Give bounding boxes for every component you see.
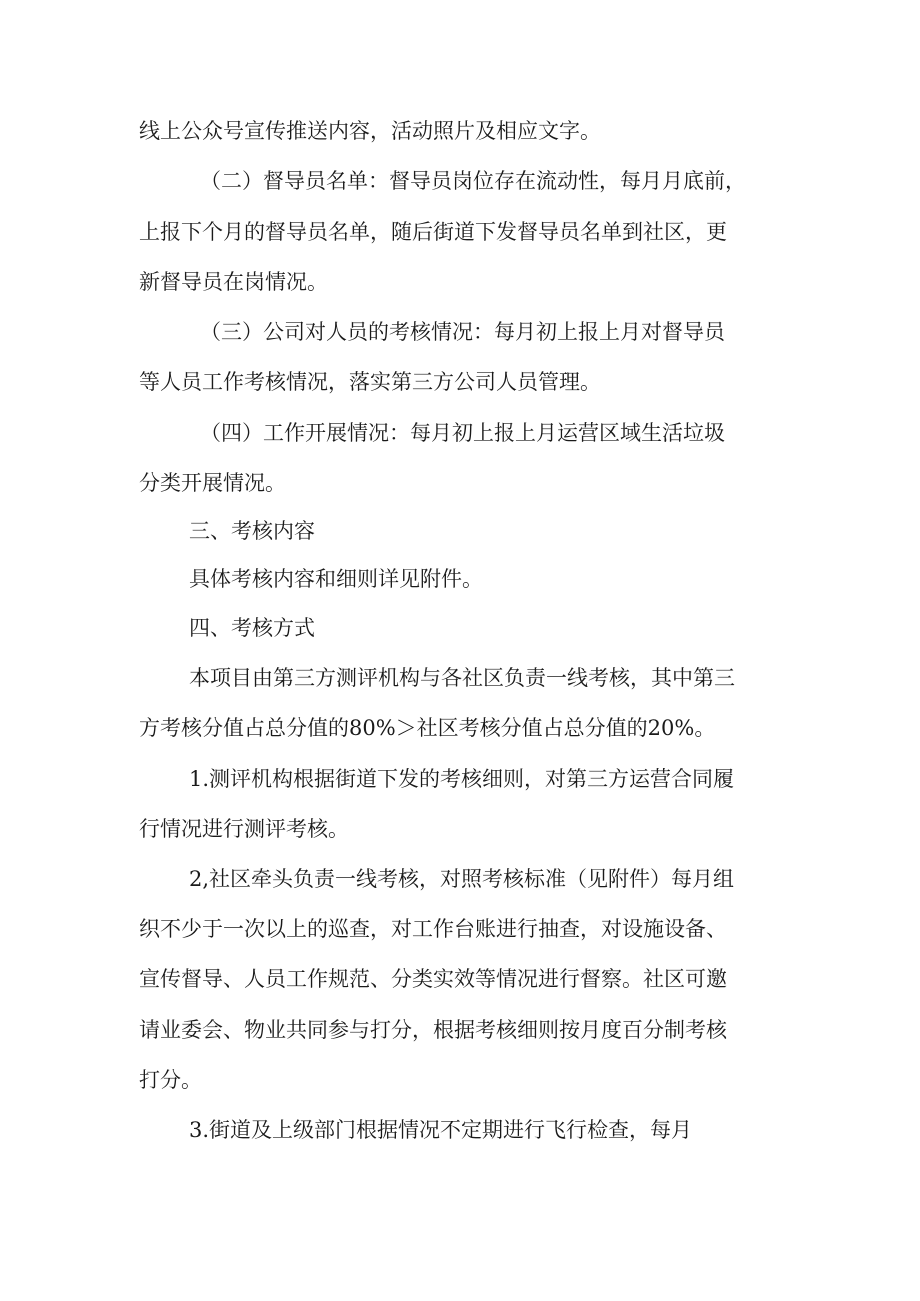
text-line-13: 方考核分值占总分值的80%＞社区考核分值占总分值的20%。	[139, 716, 716, 740]
section-heading-4: 四、考核方式	[189, 616, 315, 640]
text-line-16: 2,社区牵头负责一线考核，对照考核标准（见附件）每月组	[189, 867, 735, 891]
text-line-17: 织不少于一次以上的巡查，对工作台账进行抽查，对设施设备、	[139, 917, 727, 941]
text-line-5: （三）公司对人员的考核情况：每月初上报上月对督导员	[200, 320, 725, 344]
section-heading-3: 三、考核内容	[189, 519, 315, 543]
text-line-21: 3.街道及上级部门根据情况不定期进行飞行检查，每月	[189, 1118, 693, 1142]
text-line-15: 行情况进行测评考核。	[139, 817, 349, 841]
text-line-2: （二）督导员名单：督导员岗位存在流动性，每月月底前，	[200, 169, 746, 193]
text-line-18: 宣传督导、人员工作规范、分类实效等情况进行督察。社区可邀	[139, 967, 727, 991]
text-line-10: 具体考核内容和细则详见附件。	[189, 567, 483, 591]
text-line-1: 线上公众号宣传推送内容，活动照片及相应文字。	[139, 119, 601, 143]
text-line-20: 打分。	[139, 1068, 202, 1092]
text-line-8: 分类开展情况。	[139, 471, 286, 495]
text-line-12: 本项目由第三方测评机构与各社区负责一线考核，其中第三	[189, 666, 735, 690]
text-line-14: 1.测评机构根据街道下发的考核细则，对第三方运营合同履	[189, 767, 735, 791]
text-line-7: （四）工作开展情况：每月初上报上月运营区域生活垃圾	[200, 421, 725, 445]
text-line-3: 上报下个月的督导员名单，随后街道下发督导员名单到社区，更	[139, 220, 727, 244]
text-line-6: 等人员工作考核情况，落实第三方公司人员管理。	[139, 370, 601, 394]
text-line-19: 请业委会、物业共同参与打分，根据考核细则按月度百分制考核	[139, 1018, 727, 1042]
text-line-4: 新督导员在岗情况。	[139, 270, 328, 294]
